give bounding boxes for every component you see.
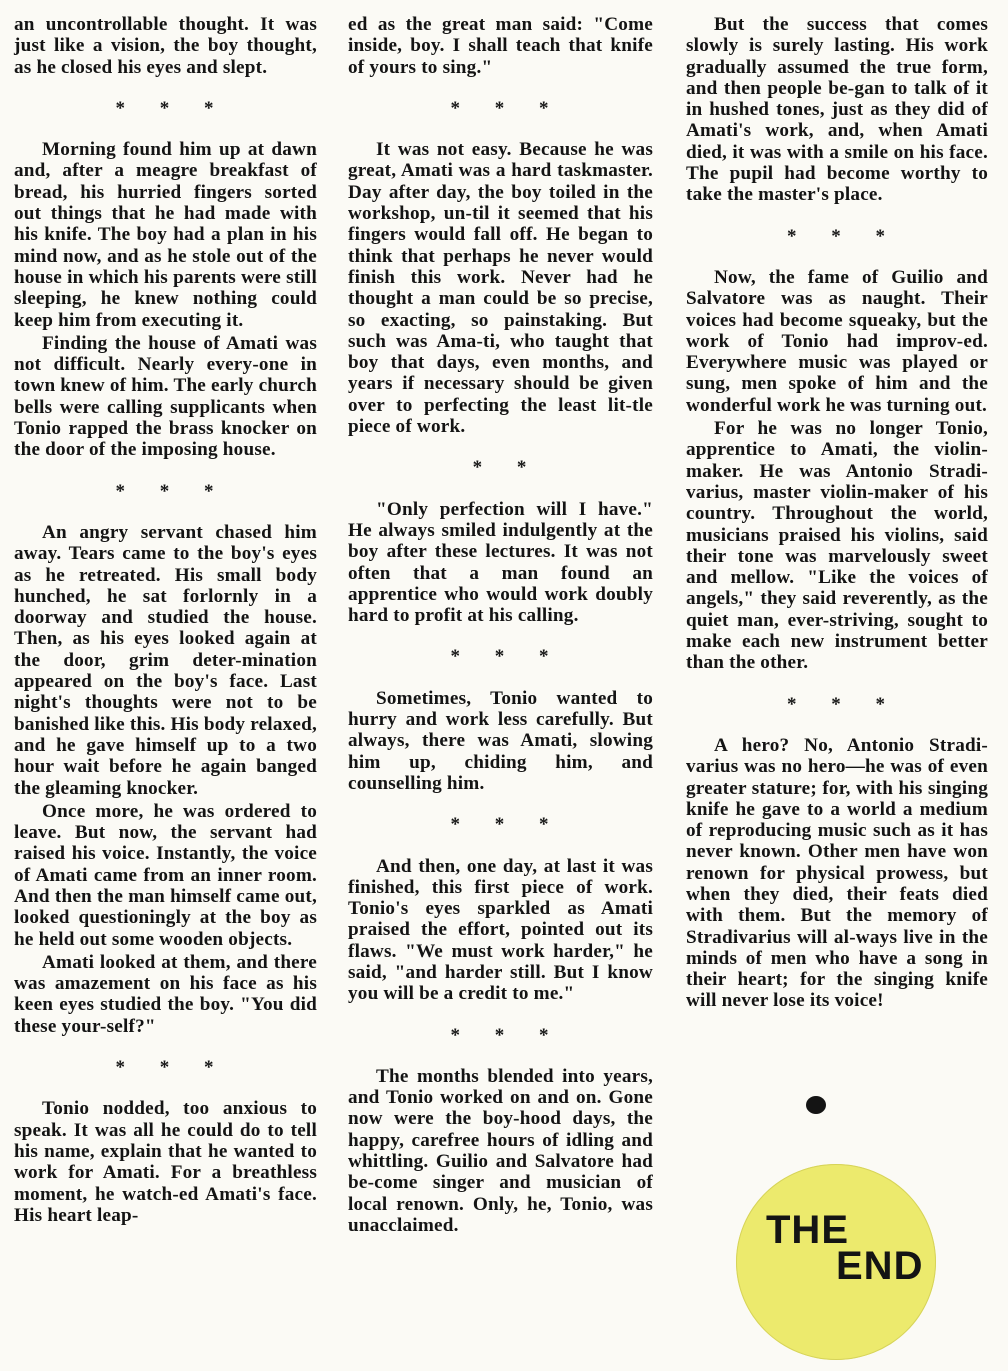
paragraph: A hero? No, Antonio Stradi-varius was no hero—he was of even greater stature; for, with his singing knife he gave to a world a medium of reproducing music such as it has never known. Other men have won renown for physical prowess, but when they died, their feats died with them. But the memory of Stradivarius will al-ways live in the minds of men who have a song in their heart; for the singing knife will never lose its voice! — [686, 734, 988, 1012]
paragraph: But the success that comes slowly is surely lasting. His work gradually assumed the true form, and then people be-gan to talk of it in hushed tones, just as they did of Amati's work, and, when Amati died, it was with a smile on his face. The pupil had become worthy to take the master's place. — [686, 14, 988, 206]
text-column-3 — [686, 14, 988, 1012]
section-break: * * * — [787, 693, 887, 715]
paragraph: Now, the fame of Guilio and Salvatore was as naught. Their voices had become squeaky, but the work of Tonio had improv-ed. Everywhere music was played or sung, men spoke of him and the wonderful work he was turning out. — [686, 266, 988, 416]
section-break: * * — [472, 457, 529, 479]
section-break: * * * — [450, 1024, 551, 1046]
the-end-badge — [736, 1164, 936, 1360]
section-break: * * * — [450, 97, 551, 119]
text-column-2 — [348, 14, 653, 1236]
paragraph: Sometimes, Tonio wanted to hurry and work less carefully. But always, there was Amati, slowing him up, chiding him, and counselling him. — [348, 687, 653, 794]
paragraph: Amati looked at them, and there was amazement on his face as his keen eyes studied the boy. "You did these your-self?" — [14, 951, 317, 1037]
section-break: * * * — [115, 480, 216, 502]
paragraph: "Only perfection will I have." He always smiled indulgently at the boy after these lectures. It was not often that a man found an apprentice who would work doubly hard to profit at his calling. — [348, 498, 653, 627]
paragraph: ed as the great man said: "Come inside, boy. I shall teach that knife of yours to sing." — [348, 14, 653, 78]
section-break: * * * — [450, 814, 551, 836]
paragraph: Finding the house of Amati was not difficult. Nearly every-one in town knew of him. The early church bells were calling supplicants when Tonio rapped the brass knocker on the door of the imposing house. — [14, 332, 317, 461]
text-column-1 — [14, 14, 317, 1226]
paragraph: It was not easy. Because he was great, Amati was a hard taskmaster. Day after day, the boy toiled in the workshop, un-til it seemed that his fingers would fall off. He began to think that perhaps he never would finish this work. Never had he thought a man could be so precise, so exacting, so painstaking. But such was Ama-ti, who taught that boy that days, even months, and years if necessary should be given over to perfecting the least lit-tle piece of work. — [348, 139, 653, 438]
end-mark-dot — [806, 1096, 826, 1114]
paragraph: Morning found him up at dawn and, after a meagre breakfast of bread, his hurried fingers sorted out things that he had made with his knife. The boy had a plan in his mind now, and as he stole out of the house in which his parents were still sleeping, he knew nothing could keep him from executing it. — [14, 139, 317, 331]
end-badge-line1: THE — [766, 1208, 849, 1252]
section-break: * * * — [787, 225, 887, 247]
paragraph: Tonio nodded, too anxious to speak. It was all he could do to tell his name, explain that he wanted to work for Amati. For a breathless moment, he watch-ed Amati's face. His heart leap- — [14, 1098, 317, 1226]
end-badge-line2: END — [836, 1244, 924, 1288]
paragraph: an uncontrollable thought. It was just like a vision, the boy thought, as he closed his eyes and slept. — [14, 14, 317, 78]
paragraph: Once more, he was ordered to leave. But now, the servant had raised his voice. Instantly, the voice of Amati came from an inner room. And then the man himself came out, looked questioningly at the boy as he held out some wooden objects. — [14, 800, 317, 950]
paragraph: The months blended into years, and Tonio worked on and on. Gone now were the boy-hood days, the happy, carefree hours of idling and whittling. Guilio and Salvatore had be-come singer and musician of local renown. Only, he, Tonio, was unacclaimed. — [348, 1065, 653, 1236]
section-break: * * * — [450, 646, 551, 668]
paragraph: An angry servant chased him away. Tears came to the boy's eyes as he retreated. His small body hunched, he sat forlornly in a doorway and studied the house. Then, as his eyes looked again at the door, grim deter-mination appeared on the boy's face. Last night's thoughts were not to be banished like this. His body relaxed, and he gave himself up to a two hour wait before he again banged the gleaming knocker. — [14, 521, 317, 799]
paragraph: And then, one day, at last it was finished, this first piece of work. Tonio's eyes sparkled as Amati praised the effort, pointed out its flaws. "We must work harder," he said, "and harder still. But I know you will be a credit to me." — [348, 855, 653, 1005]
section-break: * * * — [115, 1057, 216, 1079]
section-break: * * * — [115, 97, 216, 119]
paragraph: For he was no longer Tonio, apprentice to Amati, the violin-maker. He was Antonio Stradi-varius, master violin-maker of his country. Throughout the world, musicians praised his violins, said their tone was marvelously sweet and mellow. "Like the voices of angels," they said reverently, as the quiet man, ever-striving, sought to make each new instrument better than the other. — [686, 418, 988, 674]
